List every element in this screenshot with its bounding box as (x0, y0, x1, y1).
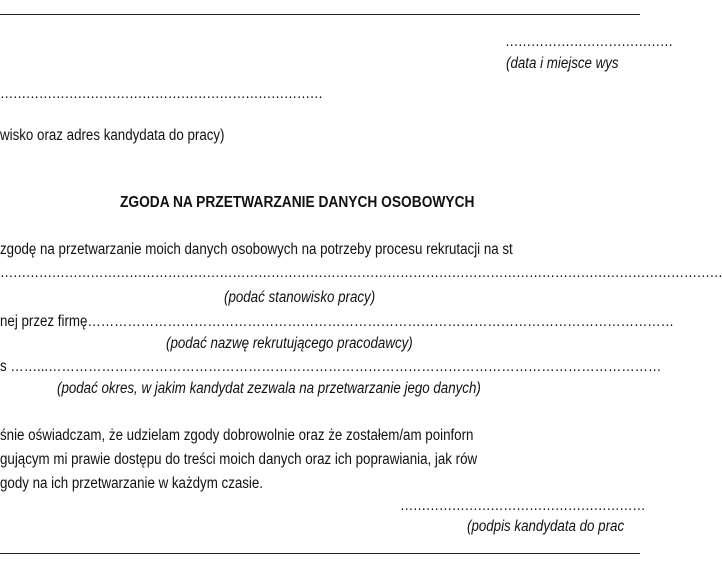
company-line: nej przez firmę…………………………………………………………………………………………………………………… (0, 313, 674, 330)
candidate-dotted-line: ………………………………………………………………… (0, 85, 323, 102)
candidate-caption: wisko oraz adres kandydata do pracy) (0, 127, 225, 144)
period-caption: (podać okres, w jakim kandydat zezwala na przetwarzanie jego danych) (57, 380, 481, 397)
declaration-line-3: gody na ich przetwarzanie w każdym czasie. (0, 475, 264, 492)
consent-line: zgodę na przetwarzanie moich danych osobowych na potrzeby procesu rekrutacji na st (0, 241, 513, 258)
date-place-dotted-line: ………………………………… (505, 33, 673, 50)
period-line: s ……...………………………………………………………………………………………………………………………… (0, 358, 662, 375)
declaration-line-2: gującym mi prawie dostępu do treści moich danych oraz ich poprawiania, jak rów (0, 451, 478, 468)
position-caption: (podać stanowisko pracy) (224, 289, 376, 306)
declaration-line-1: śnie oświadczam, że udzielam zgody dobrowolnie oraz że zostałem/am poinforn (0, 427, 474, 444)
top-border (0, 14, 640, 15)
signature-caption: (podpis kandydata do prac (467, 518, 625, 535)
signature-dotted-line: ………………………………………………… (400, 497, 646, 514)
position-dotted-line: …………………………………………………………………………………………………………………………………………………… (0, 264, 722, 281)
bottom-border (0, 553, 640, 554)
date-place-caption: (data i miejsce wys (506, 55, 619, 72)
document-title: ZGODA NA PRZETWARZANIE DANYCH OSOBOWYCH (120, 194, 475, 211)
company-caption: (podać nazwę rekrutującego pracodawcy) (166, 335, 413, 352)
